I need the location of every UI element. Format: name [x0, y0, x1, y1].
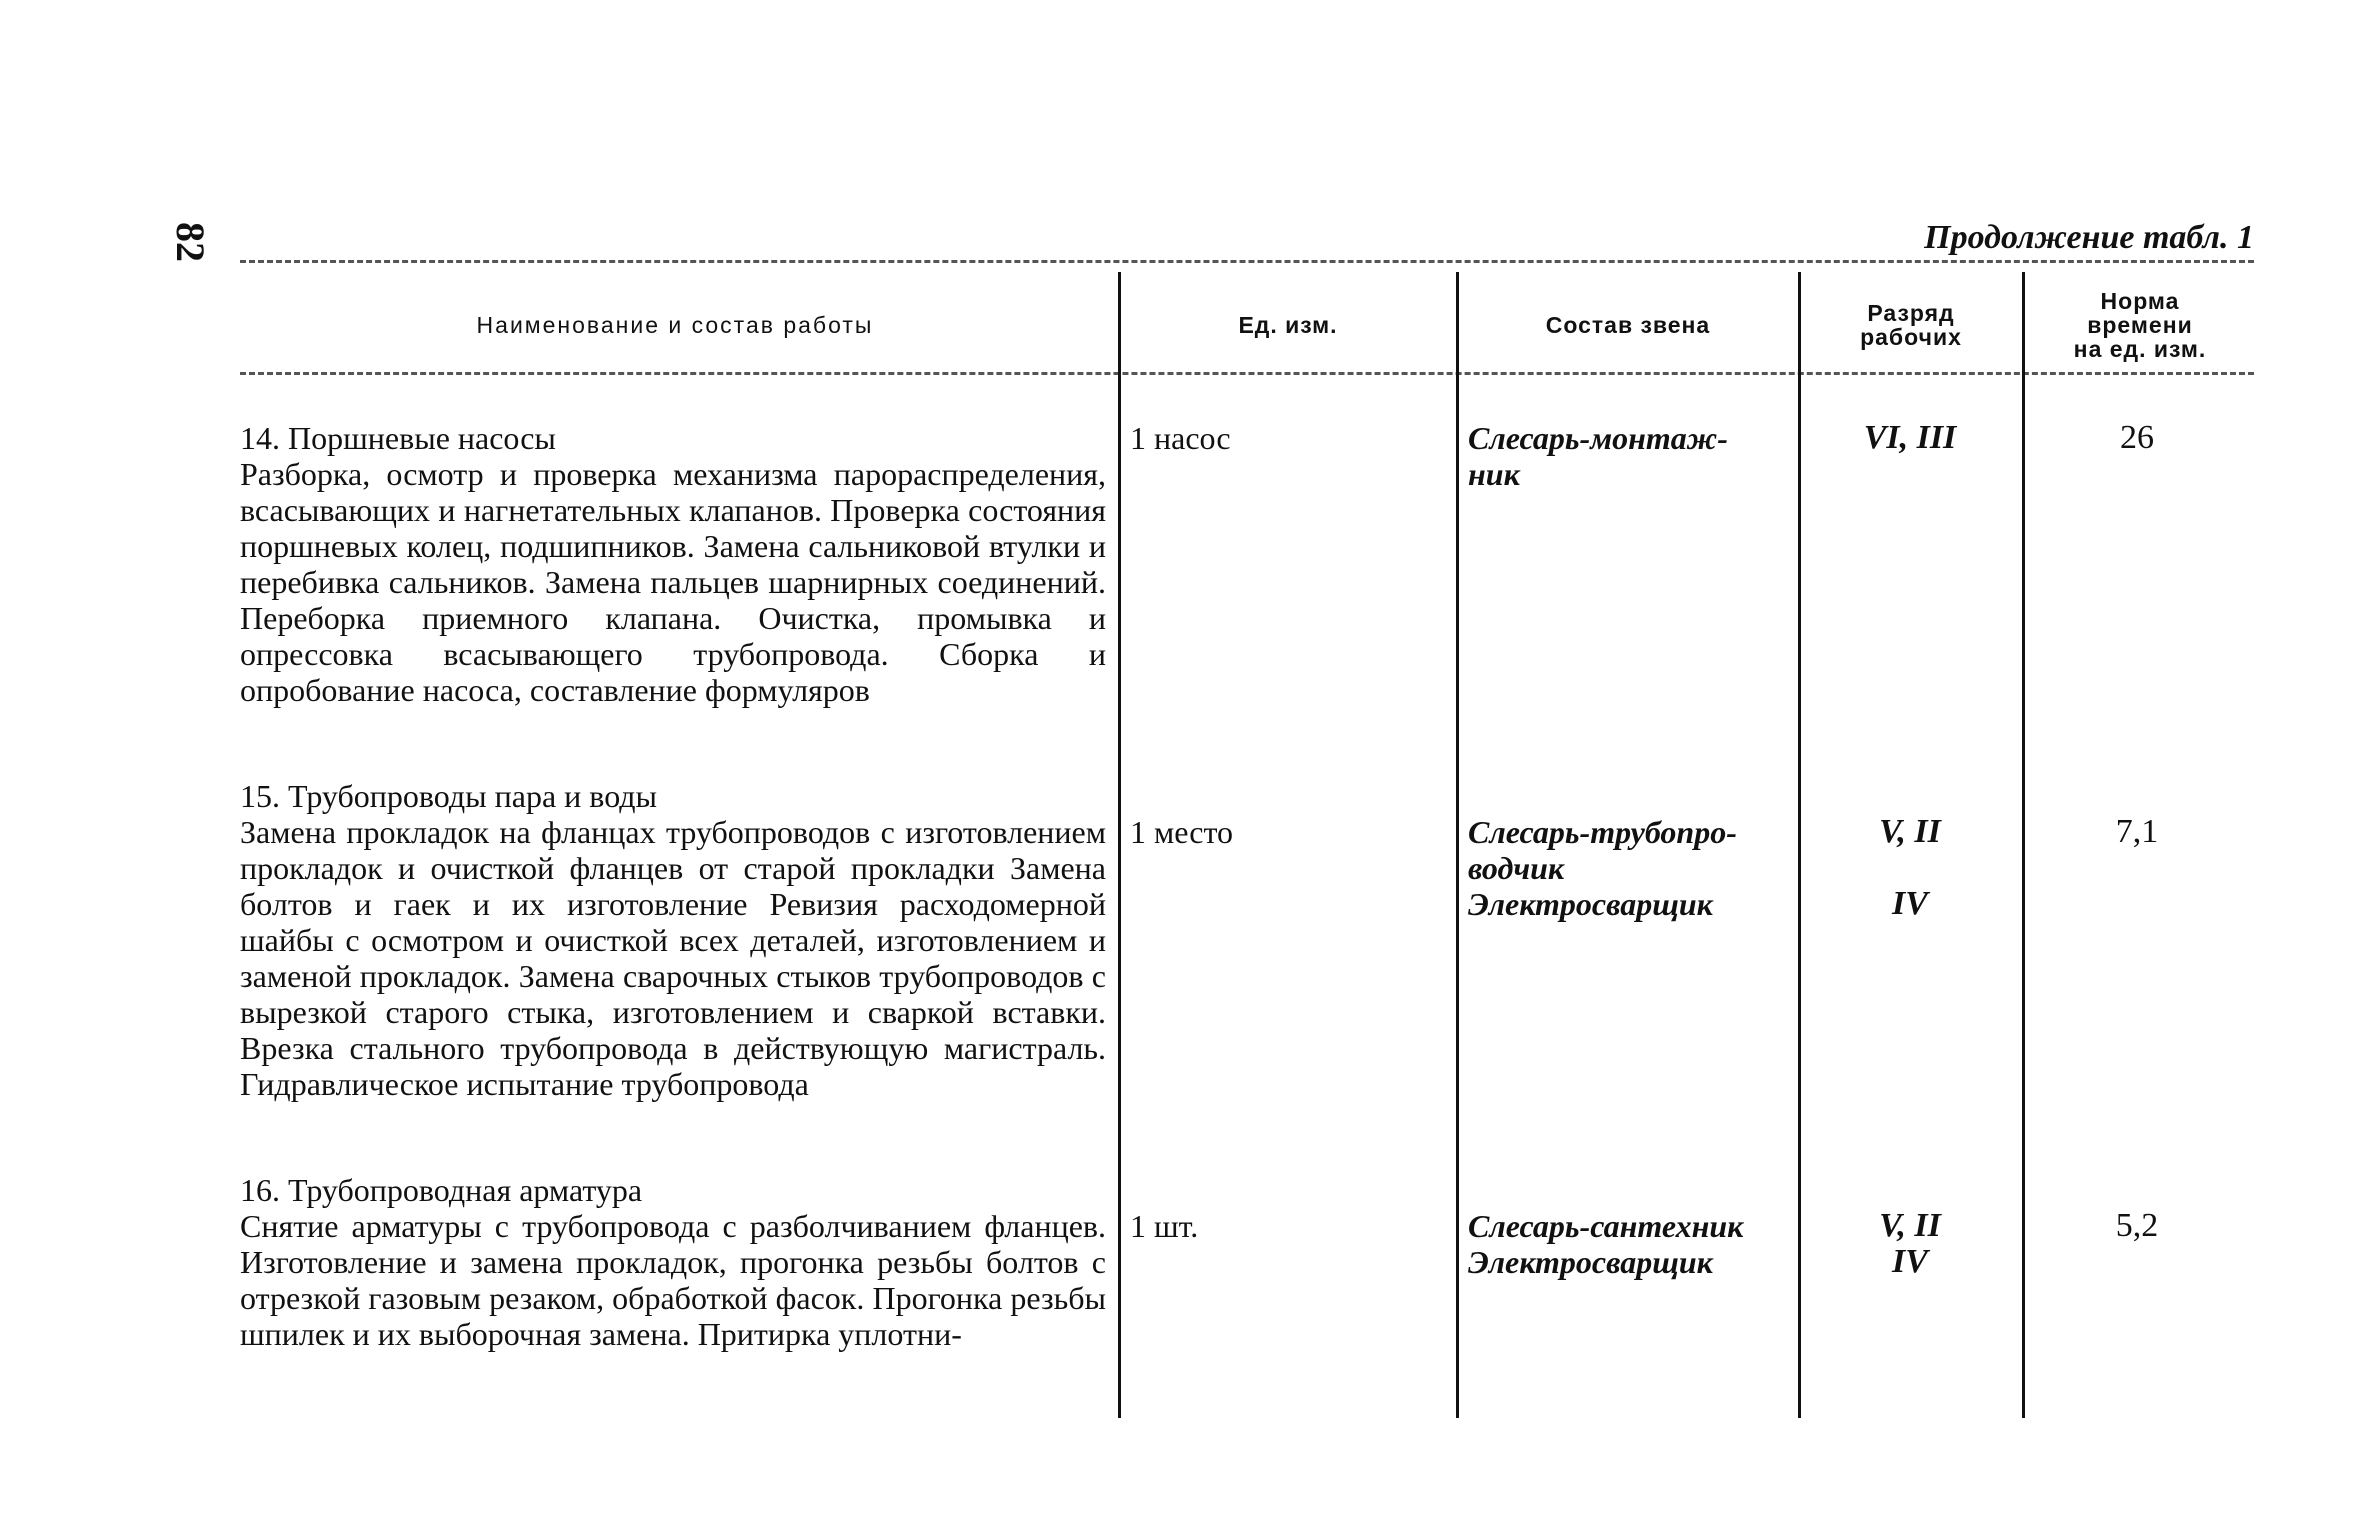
- row-14-grade: VI, III: [1863, 419, 1957, 456]
- row-16-grade: V, II IV: [1879, 1207, 1941, 1280]
- row-16-norm: 5,2: [2115, 1207, 2159, 1244]
- row-16-description: Снятие арматуры с трубопровода с разболчиванием фланцев. Изготовление и замена прокладок, прогонка резьбы болтов с отрезкой газовым резаком, обработкой фасок. Прогонка резьбы шпилек и их выборочная замена. Притирка уплотни-: [240, 1208, 1106, 1352]
- column-rule-2: [1456, 272, 1459, 1418]
- row-15-grade: V, II IV: [1879, 813, 1941, 922]
- header-name: Наименование и состав работы: [476, 312, 874, 338]
- row-15-title: 15. Трубопроводы пара и воды: [240, 778, 658, 814]
- row-15-unit: 1 место: [1130, 814, 1234, 850]
- header-grade: Разряд рабочих: [1860, 300, 1962, 350]
- row-14-description: Разборка, осмотр и проверка механизма парораспределения, всасывающих и нагнетательных клапанов. Проверка состояния поршневых колец, подшипников. Замена сальниковой втулки и перебивка сальников. Замена пальцев шарнирных соединений. Переборка приемного клапана. Очистка, промывка и опрессовка всасывающего трубопровода. Сборка и опробование насоса, составление формуляров: [240, 456, 1106, 708]
- row-16-crew: Слесарь-сантехник Электросварщик: [1468, 1208, 1744, 1280]
- table-top-rule: [240, 260, 2254, 263]
- column-rule-3: [1798, 272, 1801, 1418]
- table-header-rule: [240, 372, 2254, 375]
- row-15-norm: 7,1: [2115, 813, 2159, 850]
- row-16-work: [240, 1172, 1106, 1352]
- row-15-crew: Слесарь-трубопро- водчик Электросварщик: [1468, 814, 1737, 922]
- row-14-crew: Слесарь-монтаж- ник: [1468, 420, 1728, 492]
- row-14-unit: 1 насос: [1130, 420, 1231, 456]
- row-14-work: [240, 420, 1106, 708]
- row-16-unit: 1 шт.: [1130, 1208, 1199, 1244]
- row-14-norm: 26: [2120, 419, 2154, 456]
- column-rule-4: [2022, 272, 2025, 1418]
- table-continuation-caption: Продолжение табл. 1: [1924, 219, 2254, 256]
- header-crew: Состав звена: [1545, 312, 1711, 338]
- page-number: 82: [168, 222, 213, 262]
- row-14-title: 14. Поршневые насосы: [240, 420, 556, 456]
- row-15-work: [240, 778, 1106, 1102]
- row-16-title: 16. Трубопроводная арматура: [240, 1172, 643, 1208]
- header-norm: Норма времени на ед. изм.: [2073, 288, 2207, 362]
- row-15-description: Замена прокладок на фланцах трубопроводов с изготовлением прокладок и очисткой фланцев от старой прокладки Замена болтов и гаек и их изготовление Ревизия расходомерной шайбы с осмотром и очисткой всех деталей, изготовлением и заменой прокладок. Замена сварочных стыков трубопроводов с вырезкой старого стыка, изготовлением и сваркой вставки. Врезка стального трубопровода в действующую магистраль. Гидравлическое испытание трубопровода: [240, 814, 1106, 1102]
- column-rule-1: [1118, 272, 1121, 1418]
- header-unit: Ед. изм.: [1238, 312, 1338, 338]
